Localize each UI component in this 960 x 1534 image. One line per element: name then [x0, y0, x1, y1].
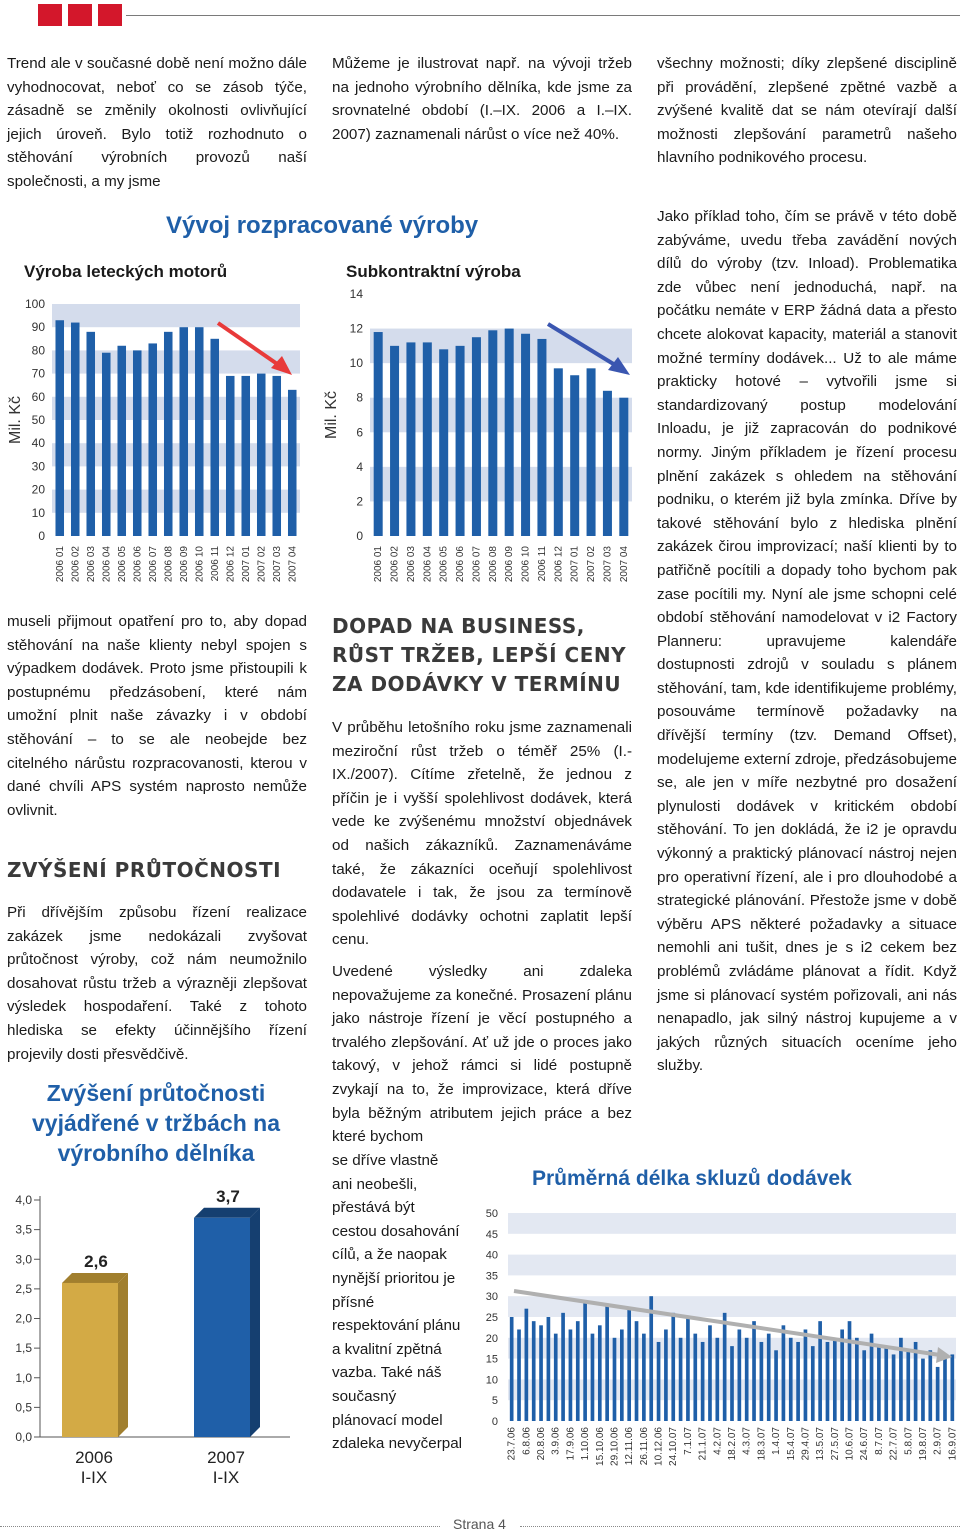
chart4-bar: [796, 1342, 800, 1421]
chart2-category-label: 2006 07: [471, 546, 483, 583]
chart4-bar: [862, 1350, 866, 1421]
chart1-category-label: 2006 06: [132, 546, 144, 583]
heading-line-1: DOPAD NA BUSINESS,: [332, 614, 585, 638]
chart4-bar: [840, 1329, 844, 1421]
red-square: [68, 4, 92, 26]
chart3-ytick-label: 0,5: [15, 1400, 32, 1415]
chart2-category-label: 2006 11: [536, 546, 548, 582]
chart2-ytick-label: 0: [356, 529, 363, 543]
chart4-category-label: 17.9.06: [565, 1427, 577, 1461]
chart4-category-label: 18.2.07: [727, 1427, 738, 1461]
chart4-bar: [767, 1334, 771, 1421]
chart1-category-label: 2006 07: [147, 546, 159, 583]
chart4-bar: [950, 1354, 954, 1421]
chart3-ytick-label: 2,0: [15, 1311, 32, 1326]
chart4-ytick-label: 20: [485, 1332, 498, 1345]
chart2-bar: [619, 398, 628, 536]
chart3-ytick-label: 3,0: [15, 1252, 32, 1267]
chart3-value-label: 2,6: [84, 1251, 108, 1271]
chart4-bar: [525, 1309, 529, 1421]
chart4-category-label: 13.5.07: [815, 1427, 827, 1461]
footer-rule-left: [0, 1526, 440, 1527]
chart4-category-label: 23.7.06: [506, 1427, 518, 1461]
chart1-category-label: 2006 02: [70, 546, 82, 583]
chart3-value-label: 3,7: [216, 1186, 240, 1206]
chart4-bar: [554, 1334, 558, 1421]
chart1-bar: [117, 346, 126, 536]
chart1-category-label: 2007 01: [240, 546, 252, 583]
chart1-ytick-label: 90: [31, 320, 45, 335]
chart1-grid-band: [52, 304, 300, 327]
chart4-category-label: 20.8.06: [536, 1427, 548, 1461]
chart2-ytick-label: 14: [349, 287, 363, 301]
chart4-category-label: 24.10.07: [668, 1427, 680, 1466]
chart3-ytick-label: 3,5: [15, 1222, 32, 1237]
chart4-bar: [752, 1321, 756, 1421]
chart4-category-label: 22.7.07: [888, 1427, 900, 1461]
chart1-ytick-label: 0: [38, 529, 45, 543]
chart2-bar: [537, 339, 546, 536]
chart1-category-label: 2006 01: [54, 546, 66, 583]
chart1-y-axis-label: Mil. Kč: [7, 396, 24, 444]
footer-rule-right: [520, 1526, 960, 1527]
chart4-ytick-label: 40: [485, 1249, 498, 1262]
chart4-bar: [877, 1346, 881, 1421]
chart-vyroba-leteckych-motoru: [0, 280, 310, 590]
chart2-category-label: 2006 10: [520, 546, 532, 583]
chart4-bar: [598, 1325, 602, 1421]
chart4-category-label: 7.1.07: [682, 1427, 694, 1455]
chart4-bar: [679, 1338, 683, 1421]
chart2-category-label: 2007 01: [569, 546, 581, 583]
chart4-bar: [613, 1338, 617, 1421]
chart2-ytick-label: 4: [356, 459, 363, 474]
chart4-category-label: 1.10.06: [580, 1427, 592, 1461]
chart2-category-label: 2006 03: [405, 546, 417, 583]
chart2-category-label: 2006 05: [438, 546, 450, 583]
chart2-category-label: 2006 04: [422, 546, 434, 583]
chart1-ytick-label: 30: [31, 459, 45, 474]
chart2-category-label: 2007 04: [618, 546, 630, 583]
section-title: Vývoj rozpracované výroby: [166, 212, 479, 239]
chart3-bar-side: [250, 1208, 260, 1437]
chart1-ytick-label: 80: [31, 343, 45, 358]
chart1-ytick-label: 60: [31, 389, 45, 404]
chart-subkontraktni-vyroba: [318, 280, 640, 590]
chart2-category-label: 2007 02: [586, 546, 598, 583]
chart1-bar: [55, 320, 64, 536]
chart1-title: Výroba leteckých motorů: [24, 262, 228, 281]
chart4-bar: [936, 1367, 940, 1421]
chart4-category-label: 24.6.07: [859, 1427, 871, 1461]
chart4-ytick-label: 15: [485, 1353, 498, 1366]
chart2-bar: [472, 337, 481, 536]
col1-intro-paragraph: Trend ale v současné době není možno dále vyhodnocovat, neboť co se zásob týče, zásadně se změnily okolnosti ovlivňující jejich úroveň. Bylo totiž rozhodnuto o stěhování výrobních provozů naší společnosti, a my jsme: [7, 55, 307, 190]
chart4-category-label: 4.3.07: [741, 1427, 753, 1455]
chart4-bar: [583, 1300, 587, 1421]
chart4-bar: [693, 1334, 697, 1421]
chart1-bar: [102, 353, 111, 536]
chart1-bar: [148, 343, 157, 536]
chart4-category-label: 29.10.06: [609, 1427, 621, 1466]
chart3-bar: [194, 1218, 250, 1437]
chart4-category-label: 19.8.07: [917, 1427, 929, 1461]
chart4-bar: [591, 1334, 595, 1421]
chart2-bar: [374, 332, 383, 536]
chart4-bar: [620, 1329, 624, 1421]
chart4-bar: [701, 1342, 705, 1421]
col2-intro-paragraph: Můžeme je ilustrovat např. na vývoji tržeb na jednoho výrobního dělníka, kde jsme za srovnatelné období (I.–IX. 2006 a I.–IX. 2007) zaznamenali nárůst o více než 40%.: [332, 55, 632, 143]
chart1-category-label: 2006 08: [163, 546, 175, 583]
col2-paragraph-4: se dříve vlastně ani neobešli, přestává být cestou dosahování cílů, a že naopak nynější prioritou je přísné respektování plánu a kvalitní zpětná vazba. Také náš současný plánovací model zdaleka nevyčerpal: [332, 1152, 463, 1453]
chart1-ytick-label: 40: [31, 436, 45, 451]
top-rule: [126, 15, 960, 16]
chart2-bar: [603, 391, 612, 536]
heading-dopad-na-business: [332, 612, 626, 699]
chart4-bar: [921, 1359, 925, 1421]
chart4-ytick-label: 25: [485, 1312, 498, 1324]
chart3-bar: [62, 1283, 118, 1437]
chart3-ytick-label: 4,0: [15, 1193, 32, 1207]
chart4-bar: [811, 1346, 815, 1421]
top-decoration: [0, 0, 960, 40]
chart3-bar-side: [118, 1273, 128, 1437]
chart1-category-label: 2007 04: [287, 546, 299, 583]
chart1-category-label: 2006 09: [178, 546, 190, 583]
chart1-bar: [179, 327, 188, 536]
chart2-title: Subkontraktní výroba: [346, 262, 521, 281]
chart3-bar-top: [194, 1208, 260, 1218]
chart1-bar: [288, 390, 297, 536]
col1-paragraph-2: museli přijmout opatření pro to, aby dopad stěhování na naše klienty nebyl spojen s výpadkem dodávek. Proto jsme přistoupili k postupnému předzásobení, které nám umožní plnit naše závazky i v období stěhování – to se ale neobejde bez citelného nárůstu rozpracovanosti, kterou v dané chvíli APS systém naprosto nemůže ovlivnit.: [7, 613, 307, 819]
chart4-ytick-label: 5: [491, 1395, 498, 1408]
chart2-bar: [505, 329, 514, 536]
chart1-category-label: 2006 04: [101, 546, 113, 583]
chart4-grid-band: [508, 1213, 956, 1234]
chart4-bar: [745, 1338, 749, 1421]
chart2-bar: [554, 368, 563, 536]
chart4-category-label: 16.9.07: [947, 1427, 959, 1461]
chart4-bar: [605, 1305, 609, 1421]
chart2-bar: [456, 346, 465, 536]
red-square: [98, 4, 122, 26]
heading-line-2: RŮST TRŽEB, LEPŠÍ CENY: [332, 643, 627, 667]
chart4-category-label: 27.5.07: [829, 1427, 841, 1461]
chart1-bar: [71, 323, 80, 536]
chart2-bar: [439, 349, 448, 536]
chart1-ytick-label: 10: [31, 505, 45, 520]
heading-zvyseni-prutocnosti: ZVÝŠENÍ PRŮTOČNOSTI: [7, 858, 282, 882]
chart4-category-label: 21.1.07: [697, 1427, 709, 1461]
chart2-category-label: 2006 12: [553, 546, 565, 583]
chart1-ytick-label: 70: [31, 366, 45, 381]
chart2-category-label: 2006 09: [504, 546, 516, 583]
chart2-category-label: 2006 06: [455, 546, 467, 583]
chart2-category-label: 2006 01: [373, 546, 385, 583]
chart2-bar: [423, 342, 432, 536]
chart4-bar: [686, 1317, 690, 1421]
chart1-ytick-label: 50: [31, 413, 45, 427]
chart1-bar: [195, 327, 204, 536]
chart4-category-label: 8.7.07: [873, 1427, 885, 1455]
chart2-ytick-label: 10: [349, 356, 363, 371]
chart2-ytick-label: 8: [356, 390, 363, 405]
chart3-category-label-period: I-IX: [80, 1468, 108, 1487]
chart2-ytick-label: 2: [356, 494, 363, 509]
col3-intro-paragraph: všechny možnosti; díky zlepšené disciplině při provádění, zlepšené zpětné vazbě a zvýšené kvalitě dat se nám otevírají další možnosti zlepšování parametrů našeho hlavního podnikového procesu.: [657, 55, 957, 167]
chart4-bar: [715, 1338, 719, 1421]
chart1-bar: [241, 376, 250, 536]
col3-paragraph-2: Jako příklad toho, čím se právě v této době zabýváme, uvedu třeba zavádění nových dílů do výroby (tzv. Inload). Problematika zde vůbec není jednoduchá, např. na počátku nemáte v ERP žádná data a přesto chcete alokovat kapacity, materiál a stanovit možné termíny dodávek... Už to ale máme prakticky hotové – vytvořili jsme si standardizovaný postup modelování Inloadu, je již zapracován do podnikové normy. Jiným příkladem je řízení procesu plnění zakázek s ohledem na stěhování podniku, o kterém již byla zmínka. Dříve by takové stěhování bylo z hlediska plnění zakázek čirou improvizací; naší klienti by to patřičně pocítili a dopady toho bychom pak zase pocítili my. Nyní ale jsme schopni celé období stěhování namodelovat v i2 Factory Planneru: upravujeme kalendáře dostupnosti zdrojů v souladu s plánem stěhování, tam, kde identifikujeme problémy, posouváme termínově požadavky na dřívější termíny (tzv. Demand Offset), modelujeme externí zdroje, předzásobujeme se, ale jen v míře nezbytné pro dosažení plynulosti dodávek v kritickém období stěhování. To jen dokládá, že i2 je opravdu výkonný a praktický plánovací nástroj nejen pro operativní řízení, ale i pro dlouhodobé a strategické plánování. Přestože jsme v době výběru APS některé požadavky a situace nemohli ani tušit, dnes je s i2 cekem bez problémů zvládáme plánovat a řídit. Když jsme si plánovací systém pořizovali, ani nás nenapadlo, jak silný nástroj kupujeme a v jakých různých situacích oceníme jeho služby.: [657, 208, 957, 1075]
chart4-category-label: 5.8.07: [903, 1427, 915, 1455]
chart4-bar: [833, 1338, 837, 1421]
chart1-bar: [272, 376, 281, 536]
chart2-bar: [406, 342, 415, 536]
chart4-bar: [906, 1350, 910, 1421]
chart1-bar: [86, 332, 95, 536]
chart4-category-label: 2.9.07: [932, 1427, 944, 1455]
chart4-bar: [635, 1321, 639, 1421]
chart2-category-label: 2007 03: [602, 546, 614, 583]
col2-paragraph-2: V průběhu letošního roku jsme zaznamenali meziroční růst tržeb o téměř 25% (I.-IX./2007). Cítíme zřetelně, že jednou z příčin je i vyšší spolehlivost dodávek, která vede ke zvýšenému množství objednávek od našich zákazníků. Zaznamenáváme také, že zákazníci oceňují spolehlivost dodavatele i tak, že jsou za termínově spolehlivé dodávky ochotni zaplatit lepší cenu. Uvedené výsledky ani zdaleka nepovažujeme za konečné. Prosazení plánu jako nástroje řízení je věcí postupného a trvalého zlepšování. Ať už jde o proces jako takový, v jehož rámci si lidé postupně zvykají na to, že improvizace, která dříve byla běžným atributem jejich práce a bez které bychom: [332, 719, 632, 1146]
chart1-category-label: 2006 10: [194, 546, 206, 583]
chart4-bar: [928, 1350, 932, 1421]
chart3-bar-top: [62, 1273, 128, 1283]
chart4-category-label: 10.12.06: [653, 1427, 665, 1466]
chart2-bar: [570, 375, 579, 536]
chart4-bar: [627, 1309, 631, 1421]
chart4-ytick-label: 50: [485, 1208, 498, 1220]
chart4-bar: [510, 1317, 514, 1421]
chart4-bar: [723, 1313, 727, 1421]
chart4-category-label: 6.8.06: [521, 1427, 533, 1455]
chart3-ytick-label: 0,0: [15, 1430, 32, 1444]
chart4-bar: [943, 1354, 947, 1421]
chart2-category-label: 2006 08: [487, 546, 499, 583]
chart4-category-label: 29.4.07: [800, 1427, 812, 1461]
chart-trzby-na-delnika: [0, 1180, 300, 1490]
chart1-bar: [133, 350, 142, 536]
chart3-category-label-year: 2006: [75, 1448, 113, 1467]
chart1-category-label: 2006 05: [116, 546, 128, 583]
chart4-bar: [649, 1296, 653, 1421]
chart4-bar: [892, 1354, 896, 1421]
chart4-bar: [576, 1321, 580, 1421]
chart4-bar: [730, 1346, 734, 1421]
chart4-category-label: 15.10.06: [594, 1427, 606, 1466]
chart4-bar: [855, 1338, 859, 1421]
chart4-bar: [539, 1325, 543, 1421]
chart4-category-label: 10.6.07: [844, 1427, 856, 1461]
chart4-ytick-label: 30: [485, 1291, 498, 1304]
chart4-ytick-label: 35: [485, 1270, 498, 1283]
chart4-bar: [760, 1342, 764, 1421]
chart4-bar: [914, 1342, 918, 1421]
chart2-category-label: 2006 02: [389, 546, 401, 583]
chart2-bar: [587, 368, 596, 536]
chart4-bar: [848, 1321, 852, 1421]
chart4-bar: [532, 1321, 536, 1421]
chart4-category-label: 18.3.07: [756, 1427, 768, 1461]
chart4-bar: [569, 1329, 573, 1421]
chart4-bar: [561, 1313, 565, 1421]
chart3-category-label-year: 2007: [207, 1448, 245, 1467]
chart1-bar: [257, 374, 266, 536]
chart3-ytick-label: 1,5: [15, 1341, 32, 1356]
chart4-bar: [517, 1329, 521, 1421]
chart4-bar: [804, 1329, 808, 1421]
chart2-bar: [390, 346, 399, 536]
chart4-bar: [547, 1317, 551, 1421]
chart4-bar: [738, 1329, 742, 1421]
chart4-category-label: 1.4.07: [771, 1427, 783, 1455]
chart3-category-label-period: I-IX: [212, 1468, 240, 1487]
chart4-bar: [671, 1313, 675, 1421]
chart3-ytick-label: 2,5: [15, 1281, 32, 1296]
red-square: [38, 4, 62, 26]
chart2-bar: [521, 334, 530, 536]
chart2-ytick-label: 6: [356, 425, 363, 440]
chart2-y-axis-label: Mil. Kč: [323, 391, 340, 439]
chart1-ytick-label: 20: [31, 482, 45, 497]
chart4-bar: [642, 1334, 646, 1421]
chart4-category-label: 12.11.06: [624, 1427, 636, 1466]
chart4-ytick-label: 45: [485, 1228, 498, 1241]
chart4-bar: [708, 1325, 712, 1421]
chart4-category-label: 26.11.06: [638, 1427, 650, 1466]
chart1-bar: [164, 332, 173, 536]
chart4-bar: [884, 1346, 888, 1421]
chart4-bar: [789, 1338, 793, 1421]
col1-paragraph-3: Při dřívějším způsobu řízení realizace zakázek jsme nedokázali zvyšovat průtočnost výroby, což nám neumožnilo dosahovat růstu tržeb a výrazněji zlepšovat výsledek hospodaření. Také z tohoto hlediska se efekty účinnějšího řízení projevily dosti přesvědčivě.: [7, 904, 307, 1063]
chart4-bar: [657, 1342, 661, 1421]
chart1-category-label: 2007 02: [256, 546, 268, 583]
footer: [0, 1516, 960, 1534]
chart1-bar: [226, 376, 235, 536]
chart4-ytick-label: 0: [491, 1416, 498, 1428]
chart1-category-label: 2006 12: [225, 546, 237, 583]
chart4-category-label: 3.9.06: [550, 1427, 562, 1455]
chart1-category-label: 2007 03: [271, 546, 283, 583]
chart2-bar: [488, 330, 497, 536]
chart-prumerna-delka-skluzu: [470, 1195, 960, 1505]
chart1-category-label: 2006 11: [209, 546, 221, 582]
page-number: Strana 4: [453, 1516, 506, 1532]
chart4-category-label: 15.4.07: [785, 1427, 797, 1461]
chart4-bar: [664, 1329, 668, 1421]
chart3-ytick-label: 1,0: [15, 1370, 32, 1385]
chart4-bar: [782, 1325, 786, 1421]
chart4-bar: [774, 1350, 778, 1421]
chart1-bar: [210, 339, 219, 536]
heading-line-3: ZA DODÁVKY V TERMÍNU: [332, 672, 622, 696]
chart4-bar: [826, 1342, 830, 1421]
chart4-category-label: 4.2.07: [712, 1427, 724, 1455]
chart4-grid-band: [508, 1255, 956, 1276]
chart1-category-label: 2006 03: [85, 546, 97, 583]
chart3-title: Zvýšení průtočnosti vyjádřené v tržbách na výrobního dělníka: [32, 1080, 280, 1166]
chart1-ytick-label: 100: [24, 297, 45, 311]
chart2-ytick-label: 12: [349, 321, 363, 336]
chart4-ytick-label: 10: [485, 1374, 498, 1387]
chart4-title: Průměrná délka skluzů dodávek: [532, 1167, 852, 1190]
